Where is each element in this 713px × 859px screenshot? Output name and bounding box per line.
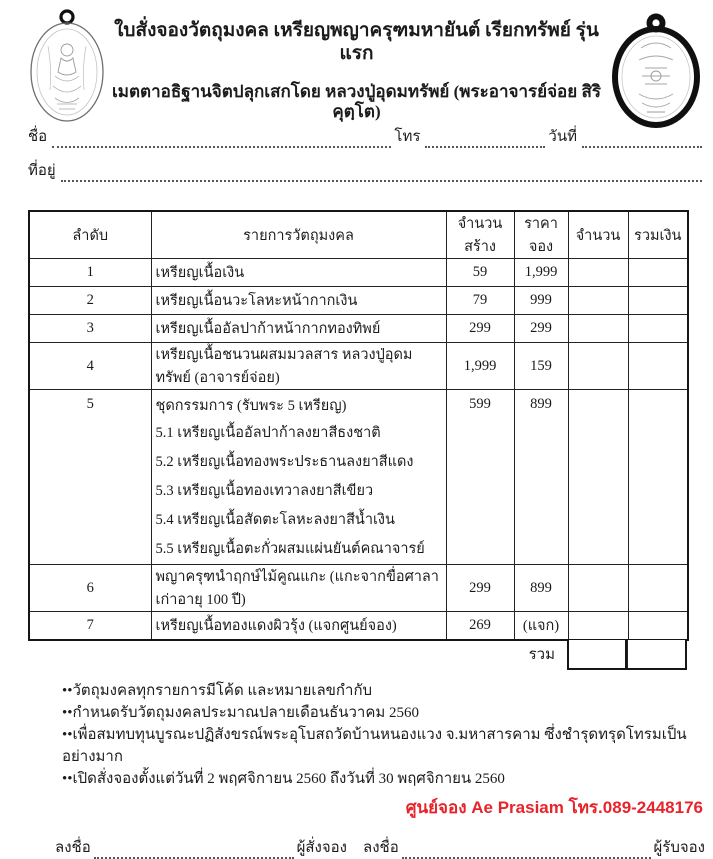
amulet-front-icon xyxy=(28,6,106,127)
row-made: 269 xyxy=(446,612,514,640)
set-subitem: 5.5 เหรียญเนื้อตะกั่วผสมแผ่นยันต์คณาจารย์ xyxy=(155,541,425,557)
row-price: (แจก) xyxy=(514,612,568,640)
name-fill-line xyxy=(52,131,391,148)
col-header-index: ลำดับ xyxy=(29,211,151,259)
row-qty-blank xyxy=(568,612,628,640)
row-total-blank xyxy=(628,390,688,565)
booking-center-contact: ศูนย์จอง Ae Prasiam โทร.089-2448176 xyxy=(405,797,703,817)
amulet-back-icon xyxy=(609,10,703,133)
name-phone-date-line xyxy=(28,122,705,148)
row-no: 3 xyxy=(29,315,151,343)
row-total-blank xyxy=(628,259,688,287)
receiver-label: ผู้รับจอง xyxy=(653,839,705,856)
note-line: ••เพื่อสมทบทุนบูรณะปฏิสังขรณ์พระอุโบสถวัดบ้านหนองแวง จ.มหาสารคาม ซึ่งชำรุดทรุดโทรมเป็นอย่างมาก xyxy=(62,726,687,765)
set-subitem: 5.3 เหรียญเนื้อทองเทวาลงยาสีเขียว xyxy=(155,483,374,499)
table-row xyxy=(29,287,688,315)
total-amount-box xyxy=(627,640,687,670)
total-qty-box xyxy=(567,640,627,670)
row-item: พญาครุฑนำฤกษ์ไม้คูณแกะ (แกะจากขื่อศาลาเก่าอายุ 100 ปี) xyxy=(151,565,446,612)
table-row xyxy=(29,315,688,343)
row-price: 299 xyxy=(514,315,568,343)
row-made: 299 xyxy=(446,315,514,343)
receiver-sign-fill-line xyxy=(402,842,651,859)
orderer-sign-fill-line xyxy=(94,842,294,859)
receiver-signature xyxy=(363,835,705,859)
row-price: 1,999 xyxy=(514,259,568,287)
row-item: เหรียญเนื้อเงิน xyxy=(151,259,446,287)
row-made: 299 xyxy=(446,565,514,612)
row-total-blank xyxy=(628,612,688,640)
total-label: รวม xyxy=(528,646,555,663)
set-subitem: 5.1 เหรียญเนื้ออัลปาก้าลงยาสีธงชาติ xyxy=(155,425,381,441)
note-line: ••เปิดสั่งจองตั้งแต่วันที่ 2 พฤศจิกายน 2560 ถึงวันที่ 30 พฤศจิกายน 2560 xyxy=(62,770,505,787)
row-no: 6 xyxy=(29,565,151,612)
set-subitem: 5.2 เหรียญเนื้อทองพระประธานลงยาสีแดง xyxy=(155,454,414,470)
col-header-qty: จำนวน xyxy=(568,211,628,259)
phone-label: โทร xyxy=(394,129,421,145)
row-qty-blank xyxy=(568,287,628,315)
row-total-blank xyxy=(628,565,688,612)
form-title: ใบสั่งจองวัตถุมงคล เหรียญพญาครุฑมหายันต์ เรียกทรัพย์ รุ่นแรก xyxy=(114,20,599,64)
name-label: ชื่อ xyxy=(28,129,48,145)
phone-fill-line xyxy=(425,131,545,148)
row-made: 79 xyxy=(446,287,514,315)
signature-line xyxy=(55,835,705,859)
row-qty-blank xyxy=(568,390,628,565)
address-line xyxy=(28,156,705,182)
row-qty-blank xyxy=(568,259,628,287)
row-qty-blank xyxy=(568,565,628,612)
row-item: เหรียญเนื้อนวะโลหะหน้ากากเงิน xyxy=(151,287,446,315)
note-line: ••กำหนดรับวัตถุมงคลประมาณปลายเดือนธันวาคม 2560 xyxy=(62,704,419,721)
row-item: เหรียญเนื้ออัลปาก้าหน้ากากทองทิพย์ xyxy=(151,315,446,343)
row-price: 159 xyxy=(514,343,568,390)
form-subtitle: เมตตาอธิฐานจิตปลุกเสกโดย หลวงปู่อุดมทรัพย์ (พระอาจารย์จ่อย สิริคุตฺโต) xyxy=(112,81,601,121)
orderer-signature xyxy=(55,835,347,859)
row-made: 59 xyxy=(446,259,514,287)
table-header-row xyxy=(29,211,688,259)
row-item-with-subitems xyxy=(151,390,446,565)
address-label: ที่อยู่ xyxy=(28,163,56,179)
table-row xyxy=(29,343,688,390)
table-row xyxy=(29,565,688,612)
order-table xyxy=(28,210,689,641)
date-fill-line xyxy=(582,131,702,148)
set-subitem: 5.4 เหรียญเนื้อสัดตะโลหะลงยาสีน้ำเงิน xyxy=(155,512,395,528)
col-header-made: จำนวนสร้าง xyxy=(446,211,514,259)
row-item: เหรียญเนื้อทองแดงผิวรุ้ง (แจกศูนย์จอง) xyxy=(151,612,446,640)
set-main-label: ชุดกรรมการ (รับพระ 5 เหรียญ) xyxy=(155,398,347,414)
document-header xyxy=(0,0,713,122)
sign-label: ลงชื่อ xyxy=(55,839,91,856)
col-header-price: ราคาจอง xyxy=(514,211,568,259)
address-fill-line xyxy=(61,165,702,182)
row-total-blank xyxy=(628,287,688,315)
row-no: 5 xyxy=(29,390,151,565)
grand-total-row xyxy=(28,641,687,670)
row-item: เหรียญเนื้อชนวนผสมมวลสาร หลวงปู่อุดมทรัพย์ (อาจารย์จ่อย) xyxy=(151,343,446,390)
row-made: 599 xyxy=(446,390,514,565)
row-total-blank xyxy=(628,315,688,343)
col-header-total: รวมเงิน xyxy=(628,211,688,259)
note-line: ••วัตถุมงคลทุกรายการมีโค้ด และหมายเลขกำกับ xyxy=(62,682,373,699)
row-total-blank xyxy=(628,343,688,390)
row-qty-blank xyxy=(568,315,628,343)
row-no: 1 xyxy=(29,259,151,287)
row-no: 7 xyxy=(29,612,151,640)
sign-label: ลงชื่อ xyxy=(363,839,399,856)
row-price: 899 xyxy=(514,565,568,612)
footer-notes xyxy=(62,680,713,790)
row-qty-blank xyxy=(568,343,628,390)
table-row-set xyxy=(29,390,688,565)
row-price: 999 xyxy=(514,287,568,315)
table-row xyxy=(29,259,688,287)
row-no: 2 xyxy=(29,287,151,315)
col-header-item: รายการวัตถุมงคล xyxy=(151,211,446,259)
row-no: 4 xyxy=(29,343,151,390)
row-made: 1,999 xyxy=(446,343,514,390)
row-price: 899 xyxy=(514,390,568,565)
orderer-label: ผู้สั่งจอง xyxy=(296,839,347,856)
table-row xyxy=(29,612,688,640)
date-label: วันที่ xyxy=(548,129,577,145)
